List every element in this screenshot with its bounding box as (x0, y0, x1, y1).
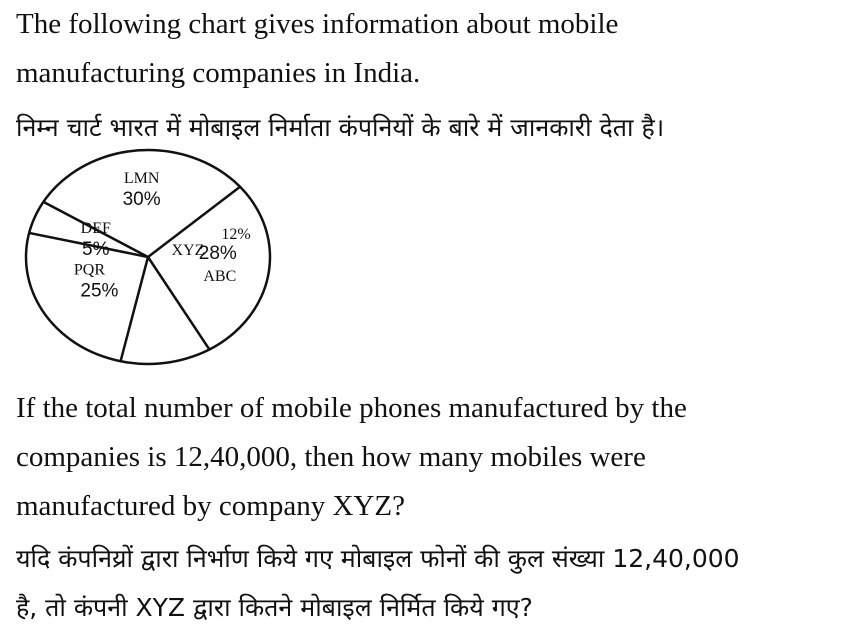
slice-label-lmn: LMN (123, 170, 160, 188)
intro-line-1: The following chart gives information about mobile (16, 8, 619, 40)
slice-value-lmn: 30% (122, 189, 161, 211)
slice-label-xyz: XYZ (171, 242, 205, 259)
question-line-1: If the total number of mobile phones manufactured by the (16, 392, 687, 424)
slice-label-pqr: PQR (73, 261, 106, 279)
question-hindi-1: यदि कंपनिय्रों द्वारा निर्भाण किये गए मोबाइल फोनों की कुल संख्या 12,40,000 (16, 544, 740, 573)
intro-line-2: manufacturing companies in India. (16, 57, 421, 89)
question-line-3: manufactured by company XYZ? (16, 490, 405, 522)
slice-label-abc: ABC (203, 268, 237, 286)
slice-value-def: 5% (82, 238, 110, 260)
pie-chart (18, 146, 288, 368)
slice-def (81, 220, 111, 260)
slice-value-xyz: 12% (221, 226, 251, 243)
slice-lmn (123, 170, 161, 210)
intro-hindi: निम्न चार्ट भारत में मोबाइल निर्माता कंपनियों के बारे में जानकारी देता है। (16, 113, 665, 142)
slice-value-abc: 28% (198, 243, 237, 265)
question-line-2: companies is 12,40,000, then how many mobiles were (16, 441, 646, 473)
slice-value-pqr: 25% (80, 280, 119, 302)
question-hindi-2: है, तो कंपनी XYZ द्वारा कितने मोबाइल निर्मित किये गए? (16, 593, 533, 622)
slice-abc (199, 243, 237, 285)
slice-label-def: DEF (80, 219, 111, 237)
